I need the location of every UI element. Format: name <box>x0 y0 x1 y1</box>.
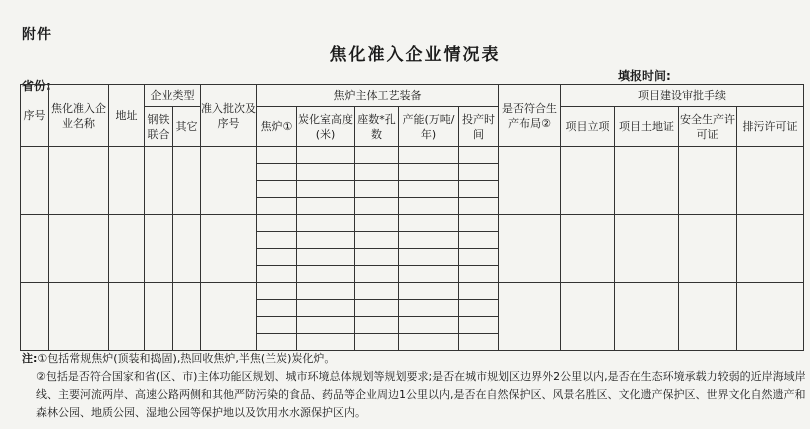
table-cell <box>21 283 49 351</box>
table-cell <box>679 283 737 351</box>
province-label: 省份: <box>22 79 51 93</box>
table-cell <box>355 181 399 198</box>
table-cell <box>297 334 355 351</box>
table-cell <box>257 266 297 283</box>
table-cell <box>737 147 804 215</box>
table-cell <box>355 164 399 181</box>
header-main-equipment: 焦炉主体工艺装备 <box>257 85 499 107</box>
table-row <box>21 215 804 232</box>
table-cell <box>355 283 399 300</box>
table-cell <box>49 283 109 351</box>
header-project-approval: 项目立项 <box>561 107 615 147</box>
header-pollution-permit: 排污许可证 <box>737 107 804 147</box>
header-address: 地址 <box>109 85 145 147</box>
table-cell <box>399 215 459 232</box>
table-cell <box>355 317 399 334</box>
table-cell <box>297 215 355 232</box>
table-cell <box>355 232 399 249</box>
table-cell <box>49 147 109 215</box>
document-title: 焦化准入企业情况表 <box>329 45 501 65</box>
table-cell <box>459 232 499 249</box>
table-cell <box>257 300 297 317</box>
table-cell <box>355 266 399 283</box>
table-cell <box>459 300 499 317</box>
header-land-cert: 项目土地证 <box>615 107 679 147</box>
table-cell <box>459 198 499 215</box>
enterprise-table <box>20 84 804 351</box>
header-other: 其它 <box>173 107 201 147</box>
table-cell <box>257 198 297 215</box>
table-cell <box>257 181 297 198</box>
table-cell <box>257 215 297 232</box>
note-1 <box>22 350 807 368</box>
header-approval: 项目建设审批手续 <box>561 85 804 107</box>
note-1-text: ①包括常规焦炉(顶装和捣固),热回收焦炉,半焦(兰炭)炭化炉。 <box>37 352 336 365</box>
table-cell <box>257 317 297 334</box>
table-cell <box>399 147 459 164</box>
header-company-name: 焦化准入企业名称 <box>49 85 109 147</box>
table-cell <box>399 181 459 198</box>
table-cell <box>297 249 355 266</box>
table-cell <box>297 300 355 317</box>
table-cell <box>297 232 355 249</box>
table-cell <box>399 164 459 181</box>
table-cell <box>297 164 355 181</box>
table-cell <box>459 317 499 334</box>
table-cell <box>459 181 499 198</box>
table-cell <box>399 198 459 215</box>
table-cell <box>459 249 499 266</box>
table-cell <box>737 215 804 283</box>
table-cell <box>399 232 459 249</box>
header-capacity: 产能(万吨/年) <box>399 107 459 147</box>
table-cell <box>257 232 297 249</box>
table-cell <box>173 147 201 215</box>
table-cell <box>737 283 804 351</box>
table-cell <box>561 147 615 215</box>
table-cell <box>679 147 737 215</box>
header-safety-permit: 安全生产许可证 <box>679 107 737 147</box>
table-cell <box>21 215 49 283</box>
table-cell <box>499 215 561 283</box>
table-cell <box>459 266 499 283</box>
table-cell <box>257 334 297 351</box>
table-cell <box>109 283 145 351</box>
table-cell <box>615 283 679 351</box>
table-cell <box>561 283 615 351</box>
header-seq: 序号 <box>21 85 49 147</box>
table-cell <box>109 215 145 283</box>
table-cell <box>297 266 355 283</box>
header-commission-time: 投产时间 <box>459 107 499 147</box>
table-cell <box>49 215 109 283</box>
table-cell <box>145 283 173 351</box>
table-cell <box>459 215 499 232</box>
fill-time-label: 填报时间: <box>618 69 671 83</box>
table-cell <box>679 215 737 283</box>
header-steel-joint: 钢铁联合 <box>145 107 173 147</box>
table-cell <box>145 147 173 215</box>
table-cell <box>355 215 399 232</box>
table-row <box>21 147 804 164</box>
table-cell <box>257 147 297 164</box>
table-cell <box>499 147 561 215</box>
table-cell <box>257 164 297 181</box>
header-batch: 准入批次及序号 <box>201 85 257 147</box>
header-seats-holes: 座数*孔数 <box>355 107 399 147</box>
table-cell <box>499 283 561 351</box>
notes-label: 注: <box>22 352 38 365</box>
table-cell <box>297 317 355 334</box>
table-cell <box>201 283 257 351</box>
table-cell <box>399 317 459 334</box>
table-cell <box>173 215 201 283</box>
table-cell <box>459 283 499 300</box>
header-coke-oven: 焦炉① <box>257 107 297 147</box>
table-cell <box>399 334 459 351</box>
table-cell <box>355 249 399 266</box>
table-cell <box>297 181 355 198</box>
table-cell <box>145 215 173 283</box>
table-cell <box>297 198 355 215</box>
table-cell <box>257 283 297 300</box>
table-cell <box>355 300 399 317</box>
header-layout-compliance: 是否符合生产布局② <box>499 85 561 147</box>
table-cell <box>615 215 679 283</box>
table-cell <box>459 164 499 181</box>
notes-section <box>22 350 807 422</box>
header-chamber-height: 炭化室高度(米) <box>297 107 355 147</box>
table-cell <box>399 249 459 266</box>
table-cell <box>399 283 459 300</box>
table-cell <box>297 147 355 164</box>
table-cell <box>109 147 145 215</box>
table-cell <box>459 334 499 351</box>
header-enterprise-type: 企业类型 <box>145 85 201 107</box>
table-cell <box>399 300 459 317</box>
table-row <box>21 283 804 300</box>
table-cell <box>561 215 615 283</box>
note-2-text: ②包括是否符合国家和省(区、市)主体功能区规划、城市环境总体规划等规划要求;是否在城市规划区边界外2公里以内,是否在生态环境承载力较弱的近岸海域岸线、主要河流两岸、高速公路两侧和其他严防污染的食品、药品等企业周边1公里以内,是否在自然保护区、风景名胜区、文化遗产保护区、世界文化自然遗产和森林公园、地质公园、湿地公园等保护地以及饮用水水源保护区内。 <box>36 370 806 419</box>
table-cell <box>297 283 355 300</box>
table-cell <box>615 147 679 215</box>
table-cell <box>21 147 49 215</box>
table-cell <box>355 147 399 164</box>
attachment-label: 附件 <box>22 27 52 43</box>
table-cell <box>173 283 201 351</box>
table-cell <box>399 266 459 283</box>
table-cell <box>355 198 399 215</box>
table-cell <box>459 147 499 164</box>
table-cell <box>257 249 297 266</box>
table-cell <box>201 147 257 215</box>
table-cell <box>201 215 257 283</box>
table-cell <box>355 334 399 351</box>
